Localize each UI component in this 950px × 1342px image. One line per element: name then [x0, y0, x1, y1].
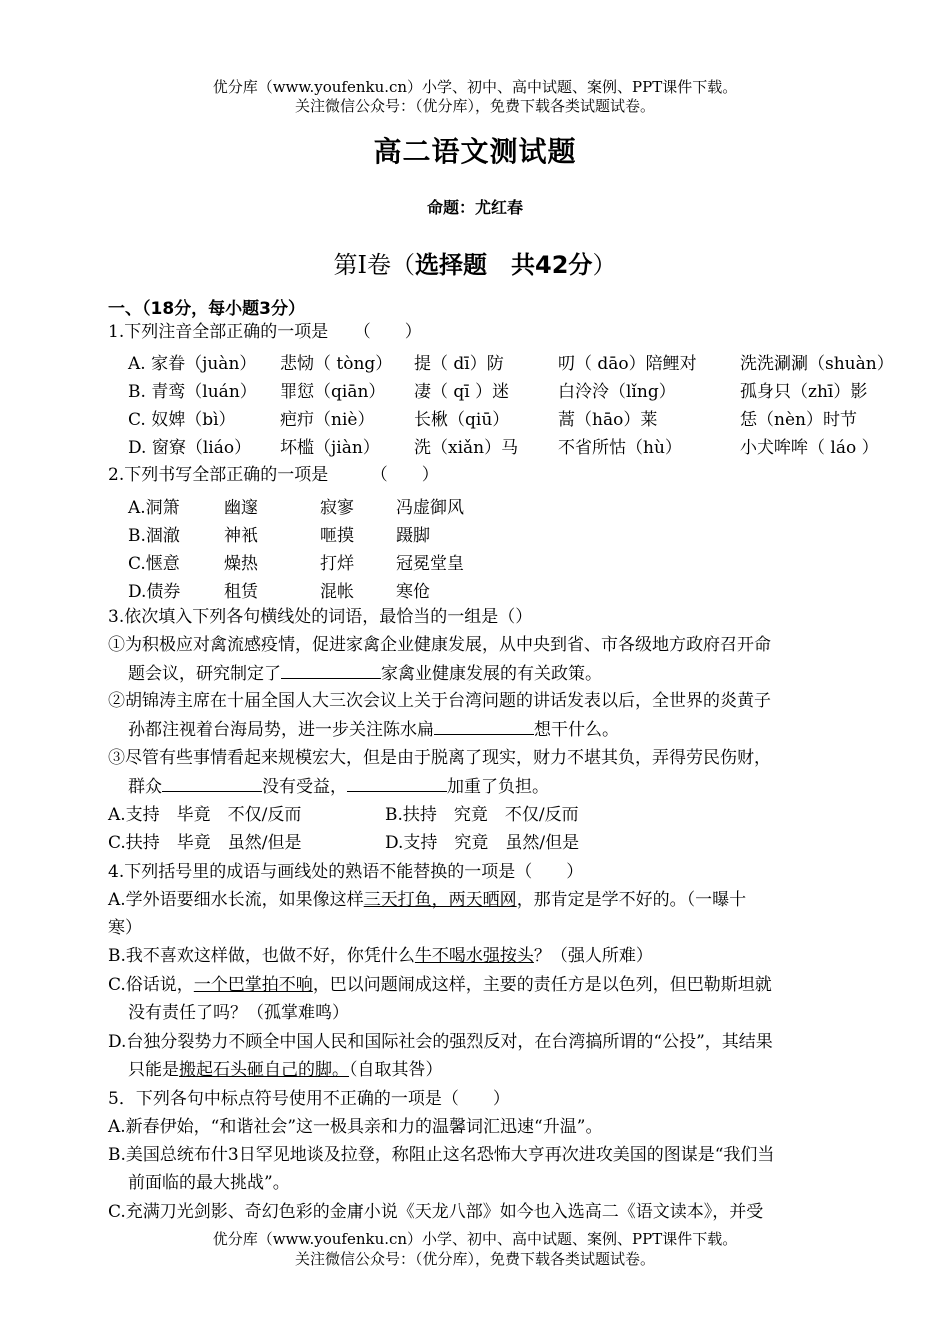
- q3-blank-3: [162, 775, 262, 792]
- footer-line-2: 关注微信公众号：（优分库），免费下载各类试题试卷。: [294, 1250, 655, 1268]
- q4-option-c: [108, 974, 772, 996]
- q1-d-3: 洗（xiǎn）马: [414, 438, 519, 458]
- part-prefix: 第Ⅰ卷（: [333, 251, 416, 279]
- q1-d-1: D. 窗寮（liáo）: [128, 438, 252, 458]
- q5-option-b: B.美国总统布什3日罕见地谈及拉登，称阻止这名恐怖大亨再次进攻美国的图谋是“我们当: [108, 1145, 775, 1165]
- q3-stem: 3.依次填入下列各句横线处的词语，最恰当的一组是（）: [108, 607, 533, 627]
- q1-a-2: 悲恸（ tòng）: [280, 354, 393, 374]
- q4-b-text-2: ？（强人所难）: [533, 946, 653, 966]
- q5-stem: 5．下列各句中标点符号使用不正确的一项是（ ）: [108, 1089, 510, 1109]
- q3-blank-4: [347, 775, 447, 792]
- q3-sentence-3-cont: [128, 775, 549, 798]
- q4-a-underlined: 三天打鱼，两天晒网: [363, 890, 517, 910]
- q4-option-d-cont: [128, 1059, 443, 1081]
- q2-a-2: 幽邃: [224, 498, 258, 518]
- q2-d-3: 混帐: [320, 582, 354, 602]
- q4-option-a: [108, 889, 746, 911]
- q1-d-5: 小犬哞哞（ láo ）: [740, 438, 879, 458]
- q2-option-b: [128, 521, 628, 546]
- q4-option-d: D.台独分裂势力不顾全中国人民和国际社会的强烈反对，在台湾搞所谓的“公投”，其结果: [108, 1032, 773, 1052]
- q3-sentence-3: ③尽管有些事情看起来规模宏大，但是由于脱离了现实，财力不堪其负，弄得劳民伤财，: [108, 748, 771, 768]
- q3-option-c: C.扶持 毕竟 虽然/但是: [108, 833, 302, 853]
- q4-c-text-2: ，巴以问题闹成这样，主要的责任方是以色列，但巴勒斯坦就: [312, 975, 772, 995]
- q3-sentence-2-cont: [128, 718, 619, 741]
- q1-c-1: C. 奴婢（bì）: [128, 410, 236, 430]
- part-heading: [0, 245, 950, 280]
- q3-s1-text: 题会议，研究制定了: [128, 664, 281, 684]
- q3-blank-2: [434, 718, 534, 735]
- q3-sentence-1-cont: [128, 662, 602, 685]
- section-heading: 一、（18分，每小题3分）: [108, 299, 305, 319]
- q2-c-3: 打烊: [320, 554, 354, 574]
- q2-c-4: 冠冕堂皇: [396, 554, 464, 574]
- q4-a-text-2: ，那肯定是学不好的。（一曝十: [516, 890, 747, 910]
- q1-a-4: 叨（ dāo）陪鲤对: [558, 354, 697, 374]
- q1-b-1: B. 青鸾（luán）: [128, 382, 257, 402]
- q4-option-c-cont: 没有责任了吗？（孤掌难鸣）: [128, 1003, 349, 1023]
- q2-d-1: D.债券: [128, 582, 181, 602]
- q2-d-4: 寒伧: [396, 582, 430, 602]
- header-line-1: 优分库（www.youfenku.cn）小学、初中、高中试题、案例、PPT课件下载。: [212, 78, 738, 96]
- q2-option-d: [128, 577, 628, 602]
- q2-a-4: 冯虚御风: [396, 498, 464, 518]
- q1-d-4: 不省所怙（hù）: [558, 438, 682, 458]
- q4-c-text: C.俗话说，: [108, 975, 194, 995]
- q2-a-3: 寂寥: [320, 498, 354, 518]
- q4-a-text: A.学外语要细水长流，如果像这样: [108, 890, 364, 910]
- q4-c-underlined: 一个巴掌拍不响: [193, 975, 313, 995]
- q2-option-c: [128, 549, 628, 574]
- q4-b-underlined: 牛不喝水强按头: [414, 946, 534, 966]
- q2-b-1: B.涸澈: [128, 526, 180, 546]
- q1-b-2: 罪愆（qiān）: [280, 382, 386, 402]
- q2-d-2: 租赁: [224, 582, 258, 602]
- q4-option-a-cont: 寒）: [108, 918, 142, 938]
- q1-a-3: 提（ dī）防: [414, 354, 504, 374]
- q4-d-underlined: 搬起石头砸自己的脚。: [179, 1060, 349, 1080]
- q1-a-1: A. 家眷（juàn）: [128, 354, 257, 374]
- q1-c-2: 疤疖（niè）: [280, 410, 375, 430]
- q1-stem: 1.下列注音全部正确的一项是 （ ）: [108, 322, 422, 342]
- q1-c-3: 长楸（qiū）: [414, 410, 510, 430]
- q2-c-1: C.惬意: [128, 554, 180, 574]
- q1-b-5: 孤身只（zhī）影: [740, 382, 868, 402]
- q1-option-b: [128, 377, 908, 402]
- q2-b-2: 神衹: [224, 526, 258, 546]
- q4-d-text: 只能是: [128, 1060, 179, 1080]
- part-suffix: ）: [592, 251, 617, 279]
- q3-s1-text-2: 家禽业健康发展的有关政策。: [381, 664, 602, 684]
- q4-d-text-2: （自取其咎）: [349, 1060, 443, 1080]
- q1-option-a: [128, 349, 908, 374]
- q2-c-2: 燥热: [224, 554, 258, 574]
- q1-option-d: [128, 433, 908, 458]
- q3-s2-text: 孙都注视着台海局势，进一步关注陈水扁: [128, 720, 434, 740]
- q1-a-5: 洗洗涮涮（shuàn）: [740, 354, 894, 374]
- q2-a-1: A.洞箫: [128, 498, 180, 518]
- page-title: 高二语文测试题: [373, 135, 577, 168]
- q1-b-3: 凄（ qī ）迷: [414, 382, 510, 402]
- q1-option-c: [128, 405, 908, 430]
- q1-d-2: 坏槛（jiàn）: [280, 438, 380, 458]
- q3-s3-text-2: 没有受益，: [262, 777, 347, 797]
- q3-option-a: A.支持 毕竟 不仅/反而: [108, 805, 302, 825]
- q3-s3-text: 群众: [128, 777, 162, 797]
- part-bold: 选择题 共42分: [415, 251, 593, 279]
- q4-option-b: [108, 945, 653, 967]
- q3-sentence-1: ①为积极应对禽流感疫情，促进家禽企业健康发展，从中央到省、市各级地方政府召开命: [108, 635, 771, 655]
- q1-b-4: 白泠泠（lǐng）: [558, 382, 676, 402]
- q3-option-d: D.支持 究竟 虽然/但是: [385, 833, 580, 853]
- q3-s2-text-2: 想干什么。: [534, 720, 619, 740]
- q5-option-b-cont: 前面临的最大挑战”。: [128, 1173, 290, 1193]
- author-line: 命题：尤红春: [426, 198, 523, 217]
- q5-option-c: C.充满刀光剑影、奇幻色彩的金庸小说《天龙八部》如今也入选高二《语文读本》，并受: [108, 1202, 764, 1222]
- q3-blank-1: [281, 662, 381, 679]
- q4-stem: 4.下列括号里的成语与画线处的熟语不能替换的一项是（ ）: [108, 862, 584, 882]
- q5-option-a: A.新春伊始，“和谐社会”这一极具亲和力的温馨词汇迅速“升温”。: [108, 1117, 603, 1137]
- footer-line-1: 优分库（www.youfenku.cn）小学、初中、高中试题、案例、PPT课件下载。: [212, 1230, 738, 1248]
- q2-b-4: 蹑脚: [396, 526, 430, 546]
- q3-option-b: B.扶持 究竟 不仅/反而: [385, 805, 579, 825]
- q1-c-5: 恁（nèn）时节: [740, 410, 857, 430]
- q3-sentence-2: ②胡锦涛主席在十届全国人大三次会议上关于台湾问题的讲话发表以后，全世界的炎黄子: [108, 691, 771, 711]
- q2-b-3: 咂摸: [320, 526, 354, 546]
- q1-c-4: 蒿（hāo）莱: [558, 410, 658, 430]
- q3-s3-text-3: 加重了负担。: [447, 777, 549, 797]
- q2-stem: 2.下列书写全部正确的一项是 （ ）: [108, 465, 439, 485]
- q4-b-text: B.我不喜欢这样做，也做不好，你凭什么: [108, 946, 415, 966]
- q2-option-a: [128, 493, 628, 518]
- header-line-2: 关注微信公众号：（优分库），免费下载各类试题试卷。: [294, 97, 655, 115]
